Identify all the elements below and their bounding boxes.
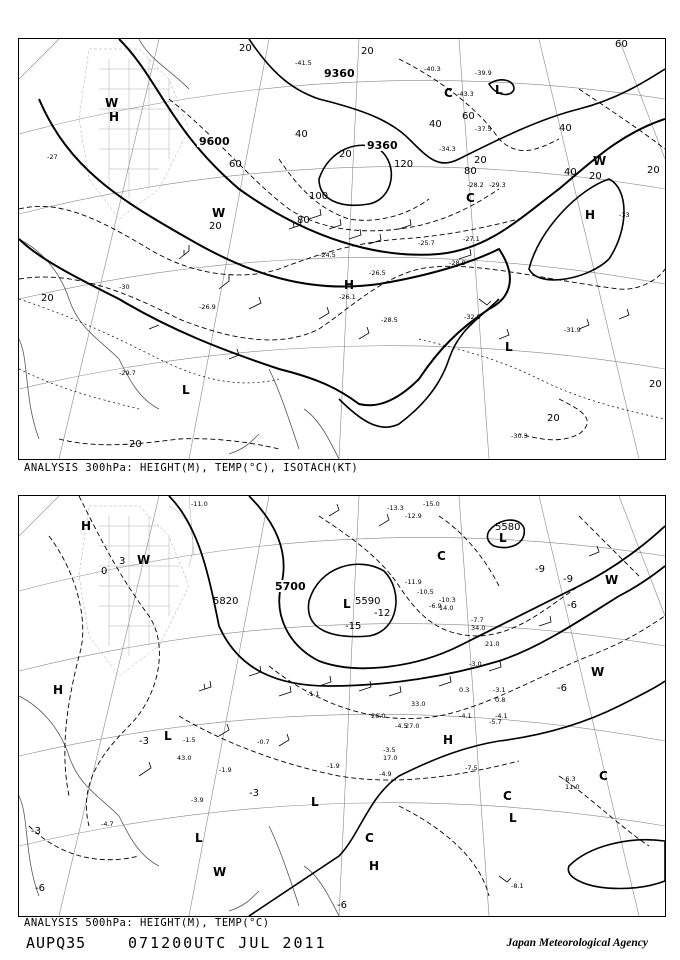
temp-obs: -28.9 — [449, 259, 466, 267]
station-observations — [101, 500, 579, 890]
isotherm-label: -15 — [345, 621, 362, 632]
obs-value: 14.0 — [439, 604, 454, 612]
isotach-label: 20 — [589, 171, 602, 182]
obs-value: -15.0 — [423, 500, 440, 508]
height-label: 9360 — [324, 67, 355, 80]
obs-value: 27.0 — [405, 722, 420, 730]
terrain-shading — [79, 496, 194, 676]
temp-obs: -30 — [119, 283, 130, 291]
warm-center: W — [591, 665, 605, 679]
obs-value: 11.0 — [565, 783, 580, 791]
obs-value: -10.3 — [439, 596, 456, 604]
obs-value: -7.7 — [471, 616, 484, 624]
obs-value: -13.3 — [387, 504, 404, 512]
coastline — [19, 39, 339, 459]
temp-obs: -28.5 — [381, 316, 398, 324]
isotach-label: 80 — [464, 166, 477, 177]
wind-barbs — [139, 504, 599, 882]
isotach-label: 60 — [462, 111, 475, 122]
temp-obs: -28.2 — [467, 181, 484, 189]
temp-obs: -34.3 — [439, 145, 456, 153]
obs-value: -3.5 — [383, 746, 396, 754]
warm-center: W — [605, 573, 619, 587]
isotach-label: 100 — [309, 191, 329, 202]
isotach-label: 20 — [547, 413, 560, 424]
isotherm-label: -3 — [249, 788, 259, 799]
warm-center: W — [213, 865, 227, 879]
isotach-label: 80 — [297, 215, 310, 226]
isotach-label: 20 — [339, 149, 352, 160]
high-center: H — [344, 278, 355, 292]
obs-value: -4.7 — [101, 820, 114, 828]
isotherm-label: -6 — [557, 683, 567, 694]
warm-center: W — [137, 553, 151, 567]
temp-obs: -33 — [619, 211, 630, 219]
high-center: H — [443, 733, 454, 747]
cold-center: C — [365, 831, 374, 845]
isotach-label: 20 — [209, 221, 222, 232]
isotach-label: 20 — [129, 439, 142, 450]
cold-center: C — [599, 769, 608, 783]
height-label: 9600 — [199, 135, 230, 148]
isotherm-label: -9 — [563, 574, 573, 585]
temp-obs: -26.9 — [199, 303, 216, 311]
obs-value: -11.0 — [191, 500, 208, 508]
isotach-label: 20 — [474, 155, 487, 166]
isotherm-labels — [31, 556, 580, 911]
obs-value: -3.1 — [493, 686, 506, 694]
temp-obs: -25.7 — [418, 239, 435, 247]
temp-obs: -39.9 — [475, 69, 492, 77]
warm-center: W — [593, 154, 607, 168]
temp-obs: -41.5 — [295, 59, 312, 67]
obs-value: 34.0 — [471, 624, 486, 632]
isotherm-label: -3 — [139, 736, 149, 747]
obs-value: -7.5 — [465, 764, 478, 772]
obs-value: 0.3 — [459, 686, 470, 694]
map-500hpa-canvas — [19, 496, 665, 916]
chart-id: AUPQ35 — [26, 934, 87, 952]
cold-center: C — [503, 789, 512, 803]
height-label: 5580 — [495, 522, 521, 533]
obs-value: 0.8 — [495, 696, 506, 704]
isotach-label: 40 — [559, 123, 572, 134]
temp-obs: -30.3 — [511, 432, 528, 440]
obs-value: -8.1 — [511, 882, 524, 890]
isotherm-label: -6 — [337, 900, 347, 911]
temp-obs: -26.1 — [339, 293, 356, 301]
temp-obs: -26.5 — [369, 269, 386, 277]
high-center: H — [81, 519, 92, 533]
high-center: H — [585, 208, 596, 222]
temp-obs: -31.9 — [564, 326, 581, 334]
low-center: L — [505, 340, 513, 354]
temp-obs: -32.5 — [464, 313, 481, 321]
obs-value: -1.1 — [307, 690, 320, 698]
temp-obs: -29.3 — [489, 181, 506, 189]
obs-value: -3.0 — [469, 660, 482, 668]
isotach-label: 20 — [647, 165, 660, 176]
isotach-label: 40 — [429, 119, 442, 130]
pressure-systems — [105, 83, 606, 397]
isotach-label: 60 — [615, 39, 628, 50]
obs-value: -1.9 — [327, 762, 340, 770]
temp-obs: -43.3 — [457, 90, 474, 98]
isotach-label: 40 — [564, 167, 577, 178]
height-label: 5700 — [275, 580, 306, 593]
obs-value: -4.1 — [495, 712, 508, 720]
isotherm-label: -9 — [535, 564, 545, 575]
obs-value: -10.5 — [417, 588, 434, 596]
obs-value: -0.7 — [257, 738, 270, 746]
low-center: L — [195, 831, 203, 845]
height-label: 5820 — [213, 596, 239, 607]
obs-value: -4.5 — [395, 722, 408, 730]
low-center: L — [182, 383, 190, 397]
isotherm-label: -12 — [374, 608, 391, 619]
warm-center: W — [212, 206, 226, 220]
map-300hpa-canvas — [19, 39, 665, 459]
isotach-label: 120 — [394, 159, 414, 170]
cold-center: C — [444, 86, 453, 100]
agency-name: Japan Meteorological Agency — [506, 937, 648, 949]
obs-value: -12.9 — [405, 512, 422, 520]
high-center: H — [109, 110, 120, 124]
low-center: L — [499, 531, 507, 545]
obs-value: -1.9 — [219, 766, 232, 774]
obs-value: -11.9 — [405, 578, 422, 586]
isotherm-label: -3 — [31, 826, 41, 837]
obs-value: 21.0 — [485, 640, 500, 648]
pressure-systems — [53, 519, 618, 879]
warm-center: W — [105, 96, 119, 110]
temp-obs: -24.5 — [319, 251, 336, 259]
obs-value: -4.9 — [379, 770, 392, 778]
isotach-label: 20 — [649, 379, 662, 390]
high-center: H — [53, 683, 64, 697]
obs-value: 33.0 — [411, 700, 426, 708]
cold-center: C — [466, 191, 475, 205]
temp-obs: -40.3 — [424, 65, 441, 73]
isotach-label: 20 — [41, 293, 54, 304]
map-500hpa — [18, 495, 666, 917]
isotach-label: 20 — [361, 46, 374, 57]
low-center: L — [311, 795, 319, 809]
isotherm-label: -6 — [35, 883, 45, 894]
temp-obs: -27 — [47, 153, 58, 161]
map-300hpa — [18, 38, 666, 460]
low-center: L — [509, 811, 517, 825]
isotach-label: 60 — [229, 159, 242, 170]
obs-value: -5.7 — [489, 718, 502, 726]
obs-value: -3.9 — [191, 796, 204, 804]
isotach-label: 20 — [239, 43, 252, 54]
temp-obs: -27.1 — [463, 235, 480, 243]
obs-value: -4.1 — [459, 712, 472, 720]
isotherm-label: -6 — [567, 600, 577, 611]
caption-500hpa: ANALYSIS 500hPa: HEIGHT(M), TEMP(°C) — [24, 917, 270, 929]
height-label: 9360 — [367, 139, 398, 152]
low-center: L — [164, 729, 172, 743]
temp-obs: -29.7 — [119, 369, 136, 377]
height-label: 5590 — [355, 596, 381, 607]
high-center: H — [369, 859, 380, 873]
isotherm-label: 0 — [101, 566, 108, 577]
caption-300hpa: ANALYSIS 300hPa: HEIGHT(M), TEMP(°C), ISOTACH(KT) — [24, 462, 359, 474]
obs-value: 43.0 — [177, 754, 192, 762]
isotach-label: 40 — [295, 129, 308, 140]
obs-value: -6.3 — [563, 775, 576, 783]
obs-value: -6.9 — [429, 602, 442, 610]
obs-value: -1.5 — [183, 736, 196, 744]
isotherm-label: 3 — [119, 556, 126, 567]
temp-obs: -37.5 — [475, 125, 492, 133]
cold-center: C — [437, 549, 446, 563]
obs-value: 26.0 — [371, 712, 386, 720]
low-center: L — [343, 597, 351, 611]
obs-value: 17.0 — [383, 754, 398, 762]
valid-time: 071200UTC JUL 2011 — [128, 934, 327, 952]
low-center: L — [495, 83, 503, 97]
